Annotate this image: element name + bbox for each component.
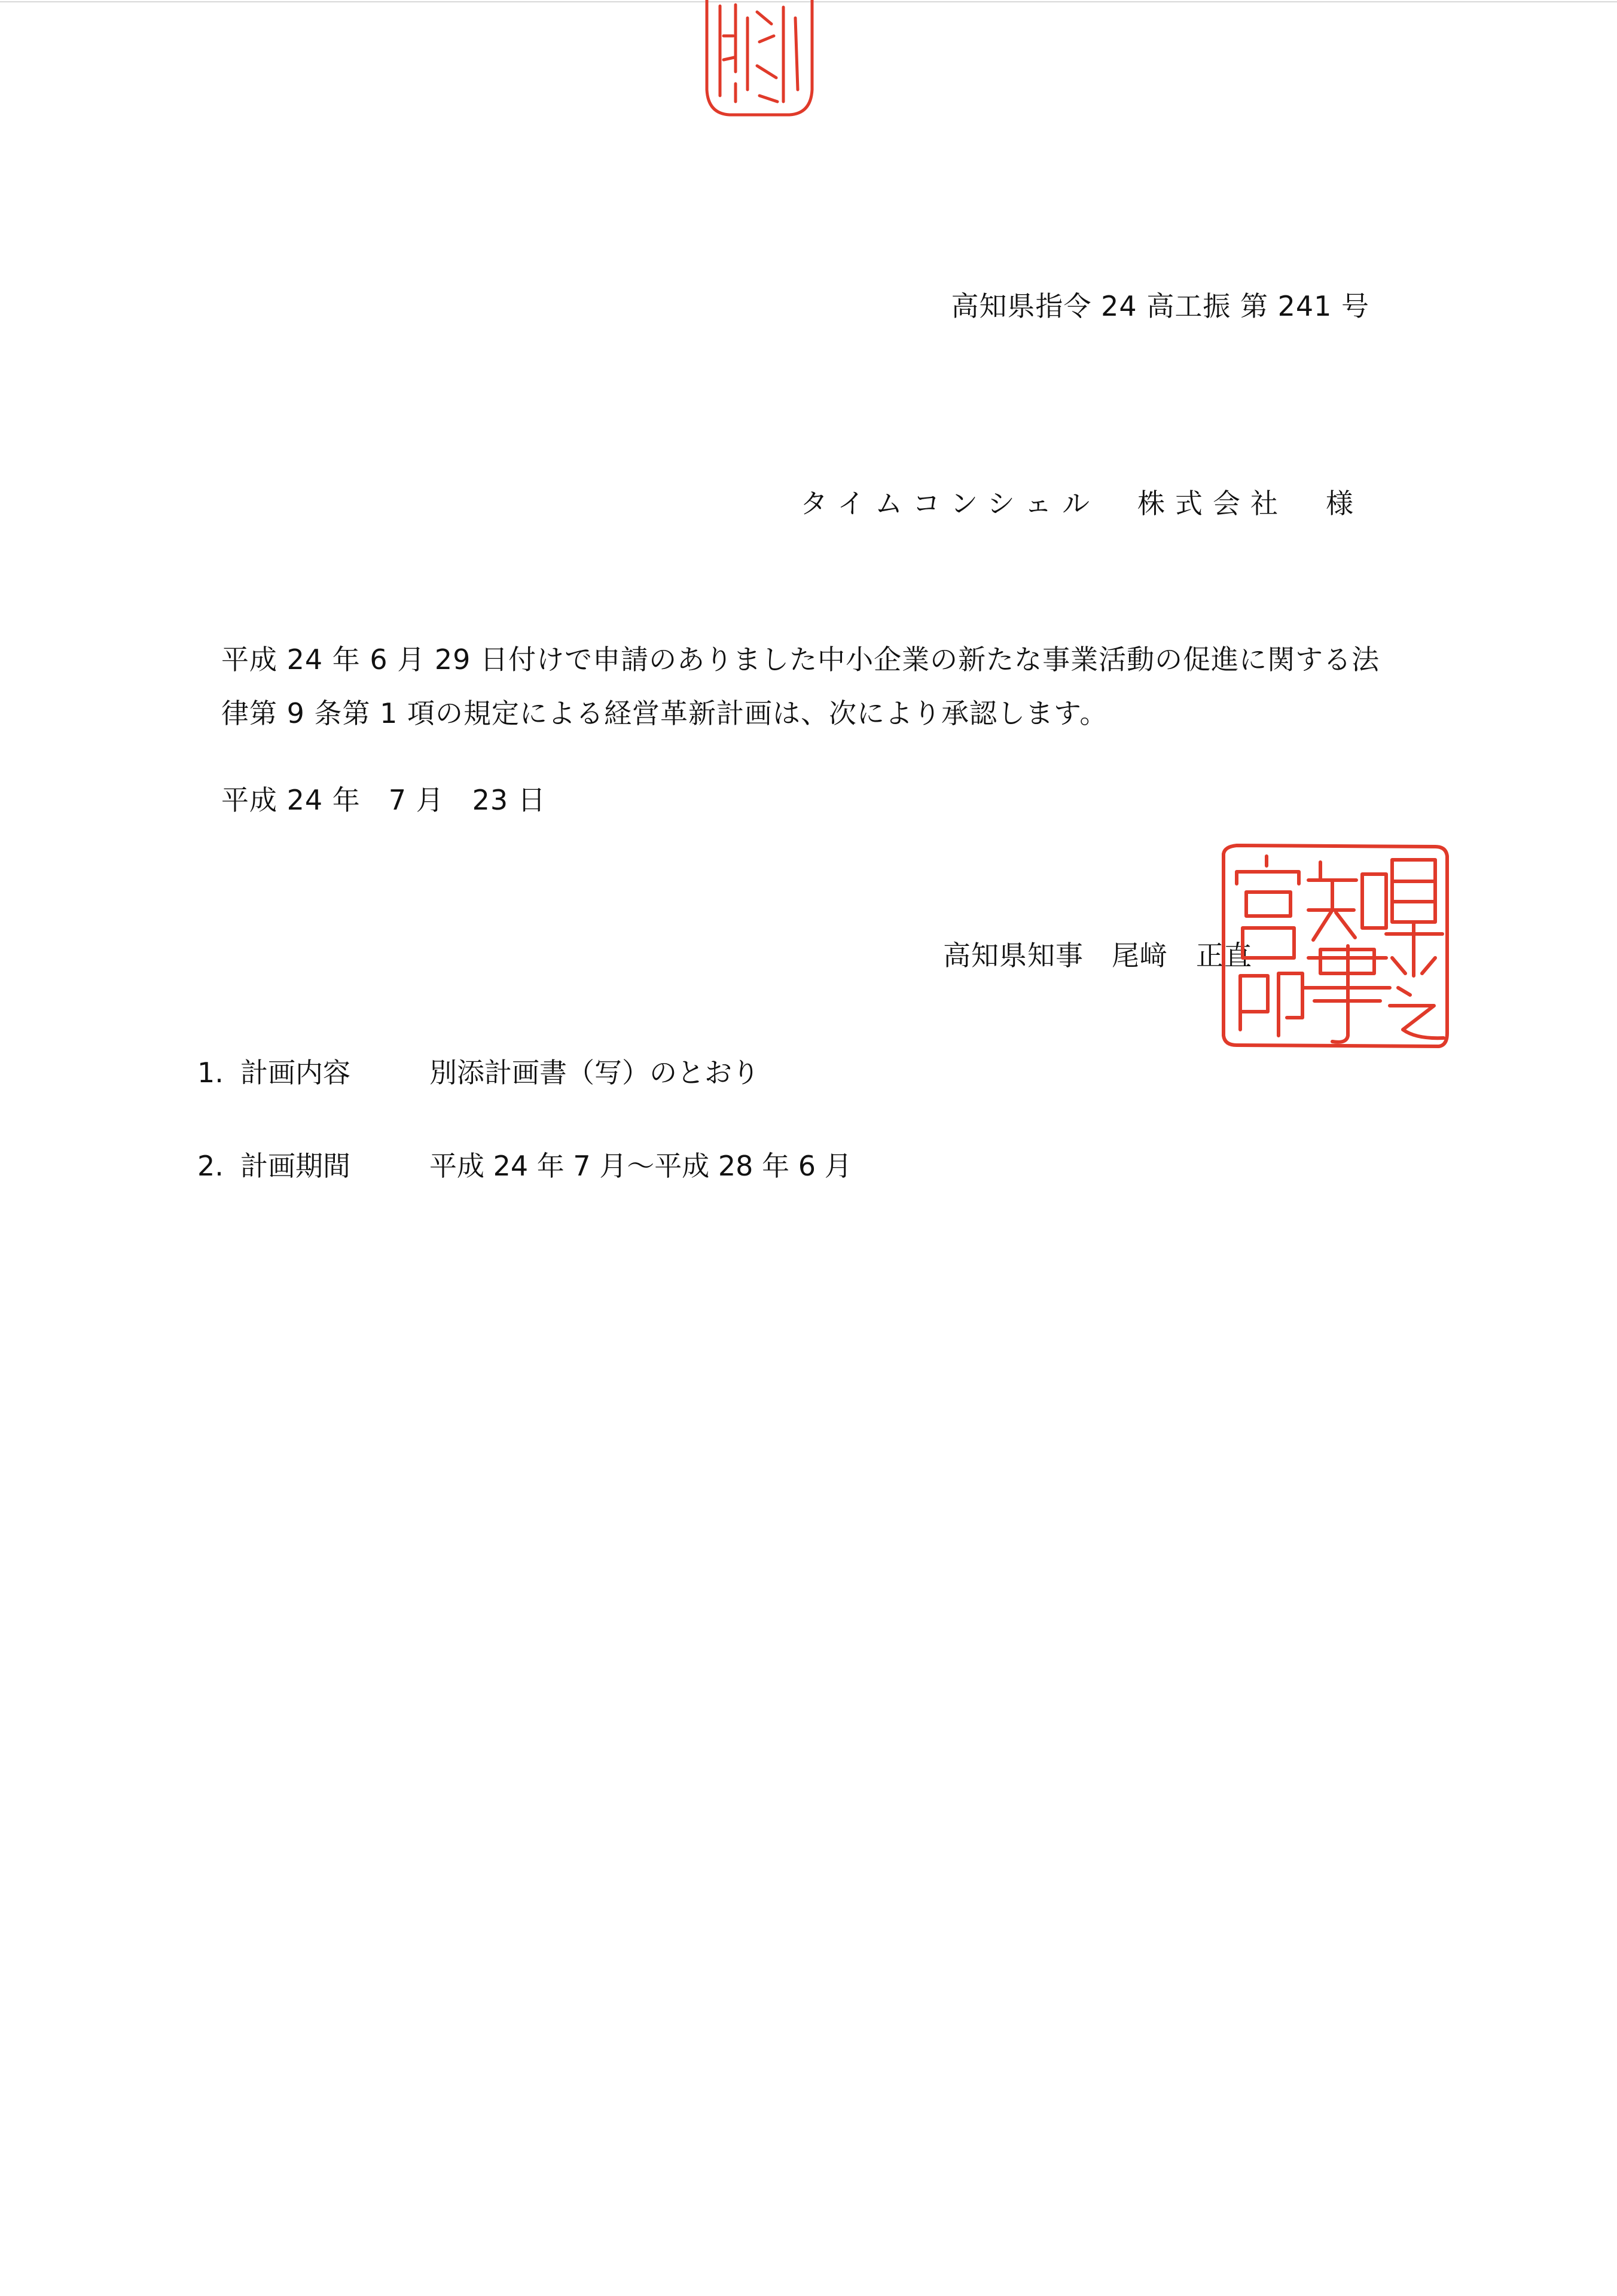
item-value: 別添計画書（写）のとおり xyxy=(429,1057,759,1089)
item-label: 計画期間 xyxy=(240,1150,350,1182)
item-number: 2. xyxy=(197,1150,224,1182)
item-value: 平成 24 年 7 月～平成 28 年 6 月 xyxy=(429,1150,852,1182)
document-number: 高知県指令 24 高工振 第 241 号 xyxy=(951,290,1369,322)
item-label: 計画内容 xyxy=(240,1057,350,1089)
item-number: 1. xyxy=(197,1057,224,1089)
kochi-governor-seal-icon xyxy=(1213,838,1452,1055)
red-square-seal-icon xyxy=(700,0,819,123)
issue-date: 平成 24 年 7 月 23 日 xyxy=(221,784,546,816)
body-paragraph: 平成 24 年 6 月 29 日付けで申請のありました中小企業の新たな事業活動の促進に関する法律第 9 条第 1 項の規定による経営革新計画は、次により承認します。 xyxy=(221,643,1380,729)
governor-signature: 高知県知事 尾﨑 正直 xyxy=(943,939,1252,972)
recipient-name: タイムコンシェル 株式会社 様 xyxy=(800,487,1363,520)
